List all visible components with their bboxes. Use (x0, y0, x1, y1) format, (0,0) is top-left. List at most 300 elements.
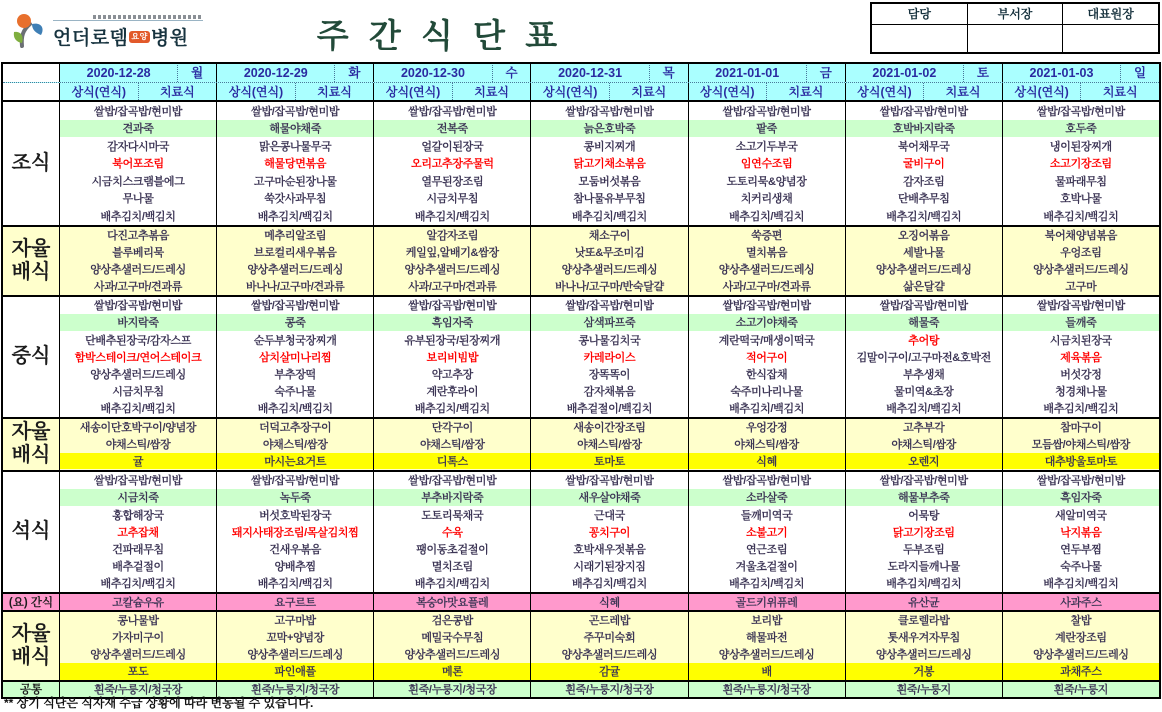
menu-item: 파인애플 (217, 663, 373, 680)
menu-item: 쌀밥/잡곡밥/현미밥 (94, 105, 183, 118)
menu-cell-snack-day7 (1002, 594, 1159, 610)
menu-item: 북어채양념볶음 (1044, 230, 1118, 242)
date-header-2020-12-30 (373, 64, 530, 82)
menu-item: 쌀밥/잡곡밥/현미밥 (722, 105, 811, 118)
menu-item: 오렌지 (846, 453, 1002, 470)
section-label-snack (3, 594, 59, 610)
menu-item: 보리밥 (751, 615, 783, 627)
menu-item: 쌀밥/잡곡밥/현미밥 (1036, 475, 1125, 488)
menu-cell-lunch-day4 (530, 297, 687, 418)
menu-cell-lunch-day1 (59, 297, 216, 418)
menu-item: 도라지들깨나물 (887, 561, 960, 574)
menu-item: 배추김치/백김치 (729, 403, 805, 416)
corner-cell (3, 64, 59, 82)
section-free-serve-3 (3, 610, 1159, 680)
menu-item: 참나물유부무침 (573, 193, 646, 206)
menu-item: 쌀밥/잡곡밥/현미밥 (94, 300, 183, 313)
menu-cell-breakfast-day1 (59, 102, 216, 225)
menu-item: 배추김치/백김치 (886, 210, 962, 223)
menu-item: 모둠버섯볶음 (578, 175, 641, 188)
page-title: 주 간 식 단 표 (316, 19, 564, 55)
footnote: ** 상기 식단은 식자재 수급 상황에 따라 변동될 수 있습니다. (4, 696, 314, 710)
diet-type-label: 치료식 (295, 83, 374, 100)
logo-tagline-decoration (53, 14, 203, 21)
menu-cell-free-serve-2-day6 (845, 419, 1002, 470)
menu-item: 부추장떡 (274, 368, 316, 381)
menu-item: 멸치조림 (431, 561, 473, 574)
menu-item: 블루베리묵 (112, 247, 164, 259)
menu-item: 소고기야채죽 (689, 314, 845, 331)
menu-cell-lunch-day3 (373, 297, 530, 418)
menu-item: 흰죽/누룽지 (1053, 684, 1109, 697)
menu-item: 팥죽 (689, 120, 845, 138)
diet-type-label: 치료식 (609, 83, 688, 100)
diet-type-label: 치료식 (452, 83, 531, 100)
menu-item: 배추김치/백김치 (571, 578, 648, 591)
menu-item: 야채스틱/쌈장 (262, 439, 328, 452)
date-header-2020-12-31 (530, 64, 687, 82)
diet-type-header (373, 83, 530, 100)
menu-item: 새우살야채죽 (531, 489, 687, 506)
menu-item: 더덕고추장구이 (259, 422, 332, 435)
menu-item: 골드키위퓨레 (735, 596, 798, 609)
section-free-serve-2 (3, 417, 1159, 470)
diet-type-label: 치료식 (766, 83, 845, 100)
section-label-dinner (3, 472, 59, 593)
menu-cell-free-serve-3-day2 (216, 612, 373, 680)
menu-item: 닭고기채소볶음 (573, 158, 646, 171)
menu-item: 감자다시마국 (107, 140, 170, 153)
date-header-2021-01-02 (845, 64, 1002, 82)
menu-cell-free-serve-1-day4 (530, 227, 687, 295)
approval-sign-cell (872, 25, 967, 52)
approval-col-daepyowonjang (1062, 4, 1158, 52)
menu-item: 사과/고구마/견과류 (722, 281, 811, 293)
menu-item: 겨울초겉절이 (735, 561, 798, 574)
menu-cell-breakfast-day6 (845, 102, 1002, 225)
menu-cell-free-serve-1-day5 (688, 227, 845, 295)
menu-item: 고추잡채 (117, 526, 159, 539)
menu-item: 장똑똑이 (588, 368, 631, 381)
menu-cell-free-serve-1-day6 (845, 227, 1002, 295)
menu-item: 사과주스 (1060, 596, 1102, 609)
menu-item: 콩죽 (217, 314, 373, 331)
menu-cell-breakfast-day4 (530, 102, 687, 225)
menu-item: 호박나물 (1060, 193, 1102, 206)
menu-item: 양상추샐러드/드레싱 (247, 649, 344, 661)
menu-item: 곤드레밥 (588, 615, 631, 627)
menu-item: 콩나물밥 (117, 615, 159, 627)
menu-item: 야채스틱/쌈장 (577, 439, 642, 452)
menu-item: 오리고추장주물럭 (411, 158, 494, 171)
section-label-text: 조식 (11, 151, 51, 174)
menu-item: 쌀밥/잡곡밥/현미밥 (1036, 105, 1125, 118)
diet-type-label: 상식(연식) (543, 85, 598, 99)
menu-item: 연근조림 (745, 543, 788, 556)
menu-item: 귤 (60, 453, 216, 470)
menu-item: 부추바지락죽 (374, 489, 530, 506)
menu-cell-common-day6 (845, 682, 1002, 698)
menu-cell-breakfast-day7 (1002, 102, 1159, 225)
approval-header: 대표원장 (1063, 4, 1158, 25)
menu-item: 흰죽/누룽지/청국장 (565, 684, 654, 697)
menu-item: 해물야채죽 (217, 120, 373, 138)
menu-item: 열무된장조림 (421, 175, 484, 188)
menu-cell-breakfast-day5 (688, 102, 845, 225)
section-label-free-serve-3 (3, 612, 59, 680)
menu-cell-dinner-day4 (530, 472, 687, 593)
diet-type-header (59, 83, 216, 100)
menu-item: 북어채무국 (897, 140, 950, 153)
menu-item: 근대국 (594, 509, 625, 522)
menu-item: 닭고기장조림 (892, 526, 955, 539)
menu-item: 연두부찜 (1060, 543, 1102, 556)
menu-item: 흰죽/누룽지/청국장 (251, 684, 340, 697)
corner-cell (3, 83, 59, 100)
menu-item: 양상추샐러드/드레싱 (1033, 649, 1129, 661)
menu-cell-common-day7 (1002, 682, 1159, 698)
menu-cell-lunch-day6 (845, 297, 1002, 418)
menu-item: 쑥갓사과무침 (264, 193, 327, 206)
menu-item: 메밀국수무침 (421, 632, 484, 644)
section-label-free-serve-2 (3, 419, 59, 470)
section-label-breakfast (3, 102, 59, 225)
menu-cell-snack-day5 (688, 594, 845, 610)
diet-type-label: 치료식 (1080, 83, 1159, 100)
menu-item: 전복죽 (374, 120, 530, 138)
section-label-text: 자율 (11, 237, 51, 260)
menu-cell-free-serve-2-day5 (688, 419, 845, 470)
menu-item: 양상추샐러드/드레싱 (90, 649, 186, 661)
menu-item: 소라살죽 (689, 489, 845, 506)
menu-cell-dinner-day1 (59, 472, 216, 593)
menu-item: 보리비빔밥 (426, 351, 479, 364)
menu-item: 대추방울토마토 (1003, 453, 1159, 470)
menu-item: 토마토 (531, 453, 687, 470)
menu-item: 쌀밥/잡곡밥/현미밥 (565, 475, 654, 488)
menu-item: 시금치죽 (60, 489, 216, 506)
menu-item: 청경채나물 (1055, 386, 1107, 399)
hospital-logo-icon (8, 12, 48, 52)
menu-item: 양상추샐러드/드레싱 (404, 649, 501, 661)
approval-col-damdang (872, 4, 967, 52)
menu-item: 양상추샐러드/드레싱 (718, 264, 815, 276)
section-lunch (3, 295, 1159, 418)
menu-item: 배추김치/백김치 (886, 578, 962, 591)
menu-item: 견과죽 (60, 120, 216, 138)
menu-item: 호두죽 (1003, 120, 1159, 138)
menu-item: 흑임자죽 (374, 314, 530, 331)
menu-item: 양상추샐러드/드레싱 (90, 368, 186, 381)
menu-item: 부추생채 (903, 368, 945, 381)
menu-item: 쌀밥/잡곡밥/현미밥 (722, 475, 811, 488)
menu-item: 야채스틱/쌈장 (734, 439, 799, 452)
sheet-header (0, 0, 1162, 62)
menu-item: 배추김치/백김치 (100, 578, 176, 591)
menu-item: 늙은호박죽 (531, 120, 687, 138)
diet-type-header (1002, 83, 1159, 100)
menu-item: 호박바지락죽 (846, 120, 1002, 138)
menu-item: 해물파전 (745, 632, 788, 644)
menu-item: 치커리생채 (740, 193, 793, 206)
menu-item: 우엉조림 (1060, 247, 1102, 259)
section-breakfast (3, 102, 1159, 225)
diet-type-label: 상식(연식) (385, 85, 441, 99)
weekday-text: 토 (963, 65, 1002, 82)
menu-item: 쌀밥/잡곡밥/현미밥 (565, 300, 654, 313)
menu-item: 주꾸미숙회 (583, 632, 636, 644)
section-label-text: (요) 간식 (8, 596, 54, 609)
menu-item: 무나물 (122, 193, 154, 206)
menu-item: 다진고추볶음 (107, 230, 170, 242)
menu-item: 유산균 (908, 596, 940, 609)
date-text: 2020-12-31 (558, 66, 623, 80)
menu-item: 얼갈이된장국 (421, 140, 484, 153)
menu-cell-lunch-day5 (688, 297, 845, 418)
menu-item: 해물죽 (846, 314, 1002, 331)
menu-cell-snack-day4 (530, 594, 687, 610)
menu-item: 배추김치/백김치 (257, 403, 333, 416)
menu-item: 양상추샐러드/드레싱 (1033, 264, 1129, 276)
menu-item: 쌀밥/잡곡밥/현미밥 (408, 105, 497, 118)
menu-item: 콩비지찌개 (583, 140, 636, 153)
weekday-text: 화 (334, 65, 373, 82)
menu-cell-common-day5 (688, 682, 845, 698)
menu-item: 들깨죽 (1003, 314, 1159, 331)
menu-item: 양상추샐러드/드레싱 (247, 264, 344, 276)
menu-item: 배추김치/백김치 (1043, 578, 1119, 591)
date-text: 2020-12-28 (86, 66, 151, 80)
menu-cell-free-serve-2-day1 (59, 419, 216, 470)
menu-item: 도토리묵&양념장 (726, 175, 807, 188)
menu-item: 숙주미나리나물 (730, 386, 803, 399)
menu-item: 찰밥 (1070, 615, 1092, 627)
section-label-text: 공통 (19, 684, 43, 697)
menu-item: 사과/고구마/견과류 (408, 281, 497, 293)
menu-cell-snack-day1 (59, 594, 216, 610)
menu-cell-free-serve-1-day7 (1002, 227, 1159, 295)
hospital-logo (8, 12, 203, 52)
menu-item: 야채스틱/쌈장 (891, 439, 957, 452)
menu-item: 계란후라이 (426, 386, 479, 399)
section-label-text: 자율 (11, 421, 51, 444)
menu-item: 흰죽/누룽지/청국장 (408, 684, 497, 697)
menu-cell-free-serve-2-day3 (373, 419, 530, 470)
date-text: 2021-01-01 (715, 66, 780, 80)
menu-item: 쌀밥/잡곡밥/현미밥 (879, 475, 968, 488)
date-header-2020-12-28 (59, 64, 216, 82)
approval-table (870, 2, 1160, 54)
menu-item: 흰죽/누룽지 (896, 684, 951, 697)
menu-item: 시금치무침 (426, 193, 479, 206)
menu-item: 계란장조림 (1055, 632, 1107, 644)
menu-item: 숙주나물 (1060, 561, 1102, 574)
menu-item: 삼치살미나리찜 (259, 351, 332, 364)
menu-cell-breakfast-day3 (373, 102, 530, 225)
menu-item: 배추김치/백김치 (729, 578, 805, 591)
hospital-name (53, 23, 203, 50)
menu-item: 마시는요거트 (217, 453, 373, 470)
menu-item: 쌀밥/잡곡밥/현미밥 (251, 105, 340, 118)
menu-item: 식혜 (689, 453, 845, 470)
menu-cell-free-serve-3-day4 (530, 612, 687, 680)
menu-cell-free-serve-3-day5 (688, 612, 845, 680)
menu-item: 배추김치/백김치 (257, 210, 333, 223)
menu-item: 순두부청국장찌개 (253, 334, 337, 347)
menu-item: 멸치볶음 (745, 247, 788, 259)
menu-item: 고구마순된장나물 (253, 175, 337, 188)
weekday-text: 일 (1120, 65, 1159, 82)
date-text: 2020-12-30 (400, 66, 465, 80)
approval-header: 부서장 (968, 4, 1063, 25)
menu-item: 도토리묵채국 (421, 509, 484, 522)
date-header-2021-01-03 (1002, 64, 1159, 82)
menu-cell-free-serve-3-day6 (845, 612, 1002, 680)
menu-item: 검은콩밥 (431, 615, 473, 627)
menu-item: 야채스틱/쌈장 (105, 439, 171, 452)
menu-item: 복숭아맛요플레 (416, 596, 489, 609)
menu-item: 거봉 (846, 663, 1002, 680)
date-header-2021-01-01 (688, 64, 845, 82)
menu-item: 호박새우젓볶음 (573, 543, 646, 556)
menu-item: 소고기두부국 (735, 140, 798, 153)
section-label-lunch (3, 297, 59, 418)
menu-item: 고구마밥 (274, 615, 316, 627)
menu-item: 양상추샐러드/드레싱 (561, 264, 658, 276)
menu-cell-dinner-day5 (688, 472, 845, 593)
diet-type-label: 상식(연식) (1014, 85, 1069, 99)
menu-item: 꼬막+양념장 (266, 632, 325, 644)
approval-sign-cell (1063, 25, 1158, 52)
menu-item: 배추김치/백김치 (414, 578, 490, 591)
menu-item: 카레라이스 (583, 351, 636, 364)
menu-item: 유부된장국/된장찌개 (404, 334, 501, 347)
menu-item: 해물당면볶음 (264, 158, 327, 171)
menu-item: 모듬쌈/야채스틱/쌈장 (1031, 439, 1131, 452)
menu-item: 쌀밥/잡곡밥/현미밥 (722, 300, 811, 313)
menu-item: 쌀밥/잡곡밥/현미밥 (879, 105, 968, 118)
menu-item: 감자조림 (903, 175, 945, 188)
menu-cell-common-day3 (373, 682, 530, 698)
menu-item: 톳새우겨자무침 (887, 632, 960, 644)
date-header-row (3, 64, 1159, 83)
hospital-name-badge: 요양 (131, 31, 148, 41)
date-text: 2020-12-29 (243, 66, 308, 80)
menu-item: 케일잎,알배기&쌈장 (405, 247, 499, 259)
menu-cell-free-serve-1-day2 (216, 227, 373, 295)
menu-item: 우엉강정 (745, 422, 788, 435)
weekday-text: 월 (177, 65, 216, 82)
menu-item: 요구르트 (274, 596, 316, 609)
menu-item: 과채주스 (1003, 663, 1159, 680)
menu-item: 냉이된장찌개 (1049, 140, 1112, 153)
diet-type-header (530, 83, 687, 100)
menu-item: 어묵탕 (908, 509, 940, 522)
section-label-text: 배식 (11, 260, 51, 283)
menu-item: 식혜 (599, 596, 620, 609)
menu-item: 디톡스 (374, 453, 530, 470)
diet-type-label: 상식(연식) (700, 85, 755, 99)
menu-item: 양배추찜 (274, 561, 316, 574)
section-free-serve-1 (3, 225, 1159, 295)
menu-item: 적어구이 (745, 351, 788, 364)
menu-item: 배 (689, 663, 845, 680)
section-label-text: 석식 (11, 520, 51, 543)
menu-item: 쌀밥/잡곡밥/현미밥 (251, 475, 340, 488)
menu-item: 배추겉절이 (112, 561, 164, 574)
menu-item: 알감자조림 (426, 230, 479, 242)
menu-item: 배추김치/백김치 (414, 403, 490, 416)
menu-item: 소불고기 (745, 526, 788, 539)
menu-cell-free-serve-3-day7 (1002, 612, 1159, 680)
menu-item: 쌀밥/잡곡밥/현미밥 (251, 300, 340, 313)
menu-item: 시금치스크램블에그 (91, 175, 185, 188)
menu-item: 바지락죽 (60, 314, 216, 331)
menu-item: 오징어볶음 (897, 230, 950, 242)
menu-item: 삶은달걀 (903, 281, 945, 293)
menu-item: 배추김치/백김치 (1043, 403, 1119, 416)
menu-item: 배추김치/백김치 (729, 210, 805, 223)
menu-cell-free-serve-2-day2 (216, 419, 373, 470)
menu-item: 쌀밥/잡곡밥/현미밥 (408, 475, 497, 488)
menu-item: 메추리알조림 (264, 230, 327, 242)
menu-cell-snack-day6 (845, 594, 1002, 610)
menu-item: 추어탕 (908, 334, 940, 347)
menu-item: 고추부각 (903, 422, 945, 435)
menu-item: 버섯호박된장국 (259, 509, 332, 522)
menu-item: 배추김치/백김치 (414, 210, 490, 223)
menu-table (1, 62, 1161, 699)
menu-item: 제육볶음 (1060, 351, 1102, 364)
diet-type-header (845, 83, 1002, 100)
menu-item: 쌀밥/잡곡밥/현미밥 (565, 105, 654, 118)
menu-item: 해물부추죽 (846, 489, 1002, 506)
menu-item: 양상추샐러드/드레싱 (875, 264, 972, 276)
weekday-text: 금 (806, 65, 845, 82)
menu-cell-free-serve-1-day3 (373, 227, 530, 295)
section-dinner (3, 470, 1159, 593)
menu-item: 양상추샐러드/드레싱 (875, 649, 972, 661)
menu-item: 참마구이 (1060, 422, 1102, 435)
menu-item: 쌀밥/잡곡밥/현미밥 (1036, 300, 1125, 313)
menu-cell-lunch-day7 (1002, 297, 1159, 418)
menu-cell-dinner-day6 (845, 472, 1002, 593)
menu-item: 시금치무침 (112, 386, 164, 399)
menu-item: 새알미역국 (1055, 509, 1107, 522)
menu-item: 북어포조림 (112, 158, 164, 171)
menu-item: 클로렐라밥 (897, 615, 950, 627)
menu-item: 새송이간장조림 (573, 422, 646, 435)
menu-item: 가자미구이 (112, 632, 164, 644)
menu-item: 낙지볶음 (1060, 526, 1102, 539)
menu-cell-free-serve-2-day7 (1002, 419, 1159, 470)
menu-item: 흑임자죽 (1003, 489, 1159, 506)
approval-header: 담당 (872, 4, 967, 25)
menu-item: 물파래무침 (1055, 175, 1107, 188)
menu-item: 낫또&무조미김 (574, 247, 645, 259)
diet-type-label: 상식(연식) (857, 85, 912, 99)
menu-cell-free-serve-3-day1 (59, 612, 216, 680)
menu-item: 세발나물 (903, 247, 945, 259)
menu-item: 숙주나물 (274, 386, 316, 399)
menu-item: 양상추샐러드/드레싱 (404, 264, 501, 276)
menu-cell-dinner-day3 (373, 472, 530, 593)
menu-item: 김말이구이/고구마전&호박전 (856, 351, 991, 364)
menu-cell-free-serve-2-day4 (530, 419, 687, 470)
menu-item: 임연수조림 (740, 158, 793, 171)
menu-item: 단각구이 (431, 422, 473, 435)
menu-item: 쌀밥/잡곡밥/현미밥 (879, 300, 968, 313)
